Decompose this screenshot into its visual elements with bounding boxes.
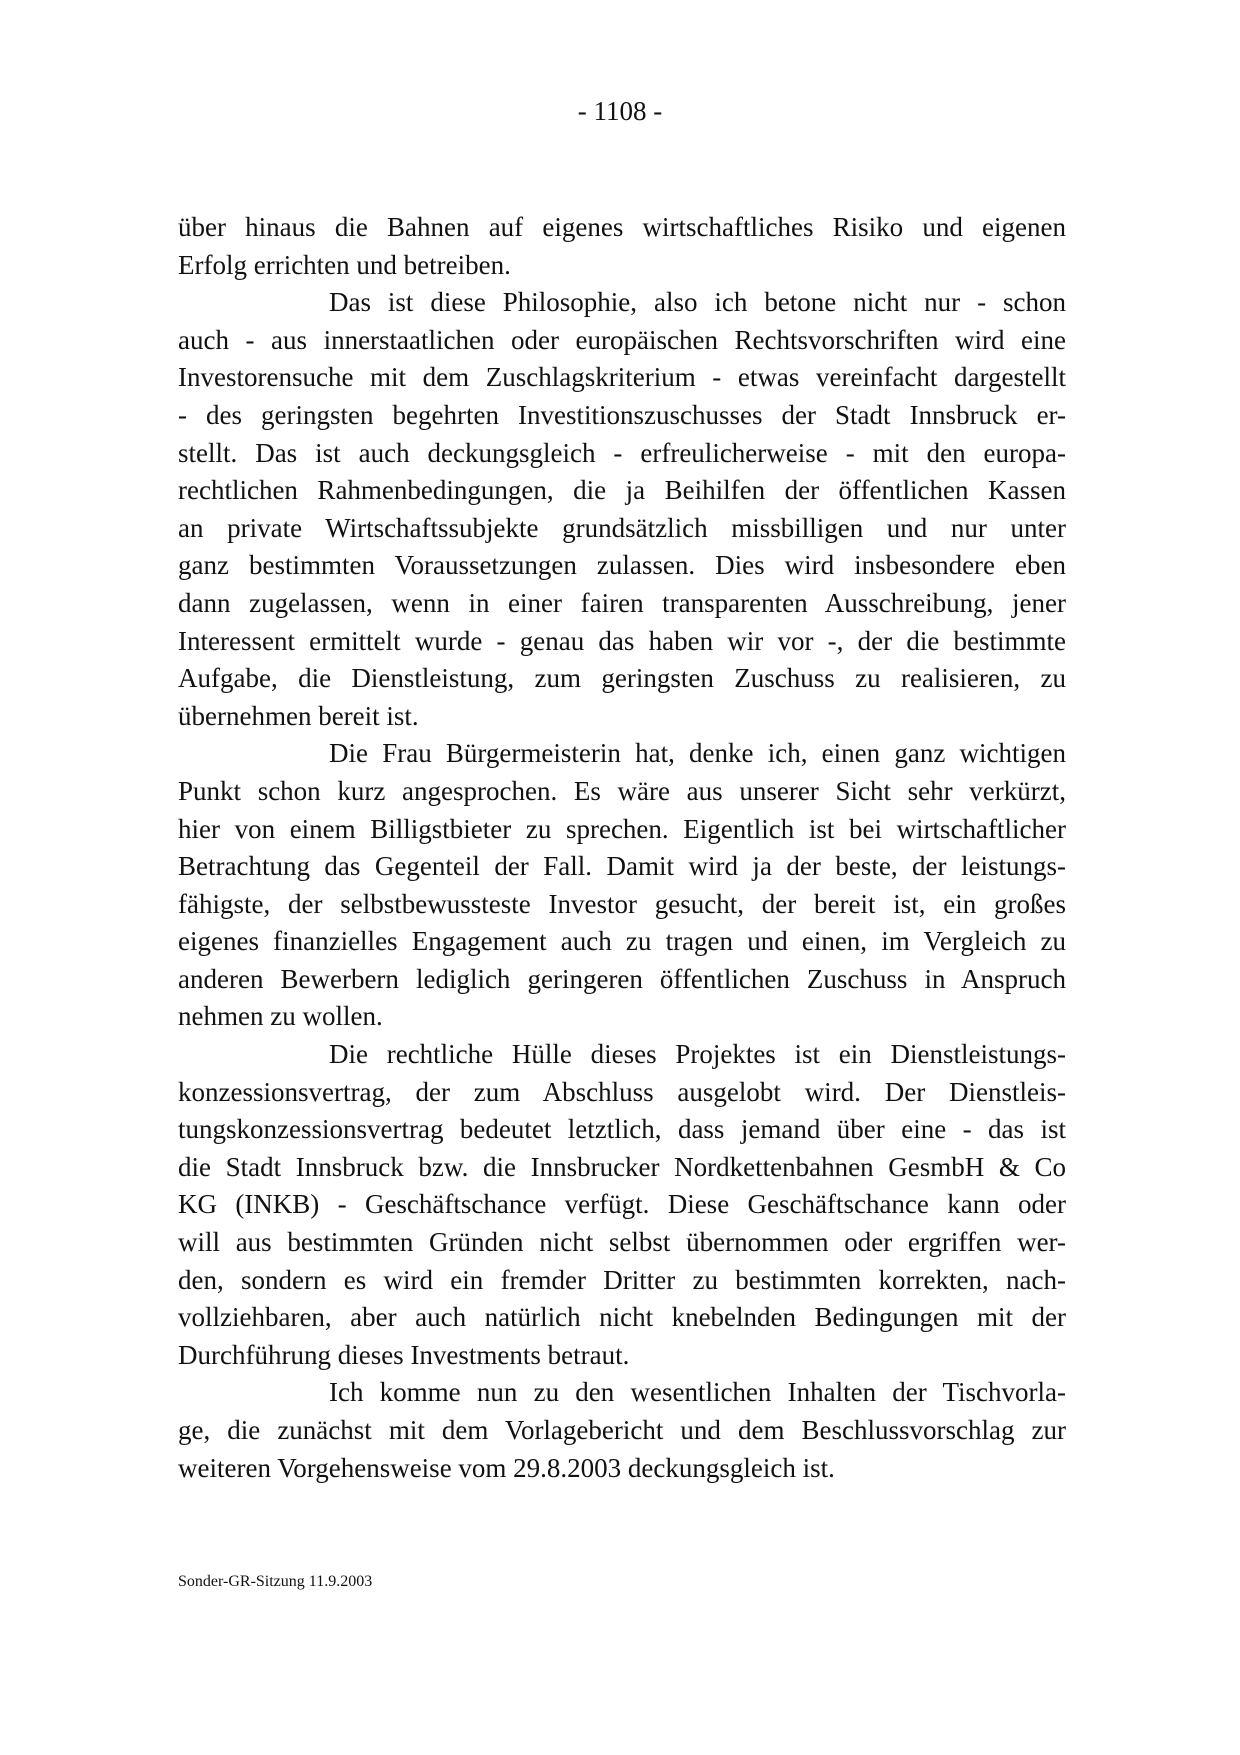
- text-line: stellt. Das ist auch deckungsgleich - erfreulicherweise - mit den europa-: [178, 437, 1066, 468]
- text-line: die Stadt Innsbruck bzw. die Innsbrucker Nordkettenbahnen GesmbH & Co: [178, 1151, 1066, 1182]
- text-line: ge, die zunächst mit dem Vorlagebericht und dem Beschlussvorschlag zur: [178, 1415, 1066, 1445]
- text-line: tungskonzessionsvertrag bedeutet letztlich, dass jemand über eine - das ist: [178, 1114, 1066, 1145]
- text-line: Das ist diese Philosophie, also ich betone nicht nur - schon: [329, 287, 1066, 318]
- text-line: den, sondern es wird ein fremder Dritter zu bestimmten korrekten, nach-: [178, 1264, 1066, 1295]
- text-line: nehmen zu wollen.: [178, 1001, 383, 1032]
- text-line: ganz bestimmten Voraussetzungen zulassen. Dies wird insbesondere eben: [178, 550, 1066, 581]
- text-line: dann zugelassen, wenn in einer fairen transparenten Ausschreibung, jener: [178, 587, 1066, 618]
- text-line: Aufgabe, die Dienstleistung, zum geringsten Zuschuss zu realisieren, zu: [178, 663, 1066, 694]
- text-line: auch - aus innerstaatlichen oder europäischen Rechtsvorschriften wird eine: [178, 324, 1066, 355]
- paragraph: [178, 1036, 1066, 1374]
- text-line: will aus bestimmten Gründen nicht selbst übernommen oder ergriffen wer-: [178, 1227, 1066, 1258]
- footer-session-label: Sonder-GR-Sitzung 11.9.2003: [178, 1573, 373, 1590]
- text-line: Erfolg errichten und betreiben.: [178, 249, 511, 280]
- text-line: an private Wirtschaftssubjekte grundsätzlich missbilligen und nur unter: [178, 512, 1066, 543]
- text-line: - des geringsten begehrten Investitionszuschusses der Stadt Innsbruck er-: [178, 399, 1066, 430]
- paragraph: [178, 1374, 1066, 1487]
- document-body: [178, 209, 1066, 1487]
- text-line: über hinaus die Bahnen auf eigenes wirtschaftliches Risiko und eigenen: [178, 212, 1066, 242]
- text-line: Investorensuche mit dem Zuschlagskriterium - etwas vereinfacht dargestellt: [178, 362, 1066, 393]
- text-line: Die Frau Bürgermeisterin hat, denke ich, einen ganz wichtigen: [329, 738, 1066, 769]
- text-line: Durchführung dieses Investments betraut.: [178, 1339, 630, 1370]
- text-line: fähigste, der selbstbewussteste Investor gesucht, der bereit ist, ein großes: [178, 888, 1066, 919]
- text-line: hier von einem Billigstbieter zu sprechen. Eigentlich ist bei wirtschaftlicher: [178, 813, 1066, 844]
- text-line: konzessionsvertrag, der zum Abschluss ausgelobt wird. Der Dienstleis-: [178, 1076, 1066, 1107]
- text-line: eigenes finanzielles Engagement auch zu tragen und einen, im Vergleich zu: [178, 926, 1066, 957]
- text-line: Interessent ermittelt wurde - genau das haben wir vor -, der die bestimmte: [178, 625, 1066, 656]
- text-line: Betrachtung das Gegenteil der Fall. Damit wird ja der beste, der leistungs-: [178, 851, 1066, 882]
- page-number: - 1108 -: [577, 96, 663, 126]
- text-line: KG (INKB) - Geschäftschance verfügt. Diese Geschäftschance kann oder: [178, 1189, 1066, 1220]
- paragraph: [178, 209, 1066, 284]
- text-line: Punkt schon kurz angesprochen. Es wäre aus unserer Sicht sehr verkürzt,: [178, 775, 1066, 806]
- paragraph: [178, 284, 1066, 735]
- text-line: vollziehbaren, aber auch natürlich nicht knebelnden Bedingungen mit der: [178, 1302, 1066, 1333]
- text-line: Ich komme nun zu den wesentlichen Inhalten der Tischvorla-: [329, 1377, 1066, 1408]
- text-line: anderen Bewerbern lediglich geringeren öffentlichen Zuschuss in Anspruch: [178, 963, 1066, 994]
- text-line: übernehmen bereit ist.: [178, 700, 419, 731]
- text-line: rechtlichen Rahmenbedingungen, die ja Beihilfen der öffentlichen Kassen: [178, 475, 1066, 506]
- paragraph: [178, 735, 1066, 1036]
- text-line: weiteren Vorgehensweise vom 29.8.2003 deckungsgleich ist.: [178, 1452, 835, 1483]
- text-line: Die rechtliche Hülle dieses Projektes ist ein Dienstleistungs-: [329, 1039, 1066, 1070]
